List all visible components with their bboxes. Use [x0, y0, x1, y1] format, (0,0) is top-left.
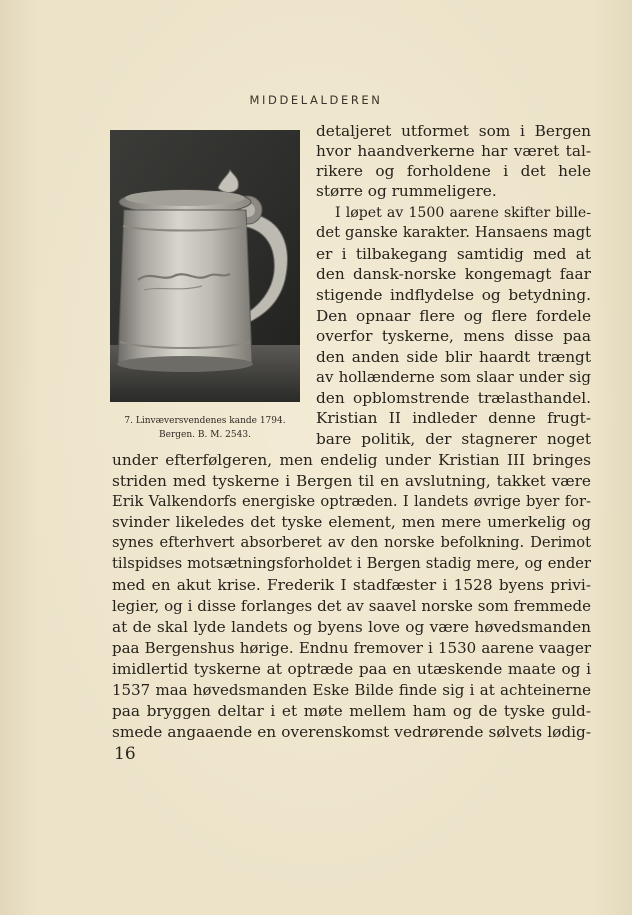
body-line: at de skal lyde landets og byens love og være høvedsmanden: [112, 618, 591, 636]
body-line: legier, og i disse forlanges det av saavel norske som fremmede: [112, 597, 591, 615]
body-line: smede angaaende en overenskomst vedrørende sølvets lødig-: [112, 723, 591, 741]
body-line: med en akut krise. Frederik I stadfæster i 1528 byens privi-: [112, 576, 591, 594]
page-number: 16: [114, 744, 136, 764]
figure-tankard-photo: [110, 130, 300, 402]
tankard-illustration: [110, 130, 300, 402]
body-line: synes efterhvert absorberet av den norske befolkning. Derimot: [112, 534, 591, 551]
caption-line-1: 7. Linvæversvendenes kande 1794.: [124, 416, 286, 426]
body-line: er i tilbakegang samtidig med at: [316, 245, 591, 263]
body-line: Den opnaar flere og flere fordele: [316, 307, 591, 325]
body-line: Erik Valkendorfs energiske optræden. I landets øvrige byer for-: [112, 493, 591, 510]
body-line: hvor haandverkerne har været tal-: [316, 142, 591, 160]
body-line: striden med tyskerne i Bergen til en avslutning, takket være: [112, 472, 591, 490]
body-line: I løpet av 1500 aarene skifter bille-: [335, 205, 591, 221]
figure-caption: [104, 414, 306, 442]
body-line: imidlertid tyskerne at optræde paa en utæskende maate og i: [112, 660, 591, 678]
body-line: av hollænderne som slaar under sig: [316, 368, 591, 386]
body-line: den dansk-norske kongemagt faar: [316, 265, 591, 283]
caption-line-2: Bergen. B. M. 2543.: [159, 430, 251, 440]
body-line: overfor tyskerne, mens disse paa: [316, 327, 591, 345]
body-line: 1537 maa høvedsmanden Eske Bilde finde sig i at achteinerne: [112, 681, 591, 699]
body-line: bare politik, der stagnerer noget: [316, 430, 591, 448]
body-line: stigende indflydelse og betydning.: [316, 286, 591, 304]
running-head: MIDDELALDEREN: [249, 93, 383, 107]
body-line: rikere og forholdene i det hele: [316, 162, 591, 180]
body-line: paa Bergenshus hørige. Endnu fremover i 1530 aarene vaager: [112, 639, 591, 657]
body-line: paa bryggen deltar i et møte mellem ham og de tyske guld-: [112, 702, 591, 720]
body-line: større og rummeligere.: [316, 182, 497, 200]
body-line: det ganske karakter. Hansaens magt: [316, 224, 591, 241]
body-line: Kristian II indleder denne frugt-: [316, 409, 591, 427]
body-line: svinder likeledes det tyske element, men mere umerkelig og: [112, 513, 591, 531]
body-line: den opblomstrende trælasthandel.: [316, 389, 591, 407]
body-line: detaljeret utformet som i Bergen: [316, 122, 591, 140]
body-line: under efterfølgeren, men endelig under Kristian III bringes: [112, 451, 591, 469]
body-line: tilspidses motsætningsforholdet i Bergen stadig mere, og ender: [112, 555, 591, 572]
body-line: den anden side blir haardt trængt: [316, 348, 591, 366]
